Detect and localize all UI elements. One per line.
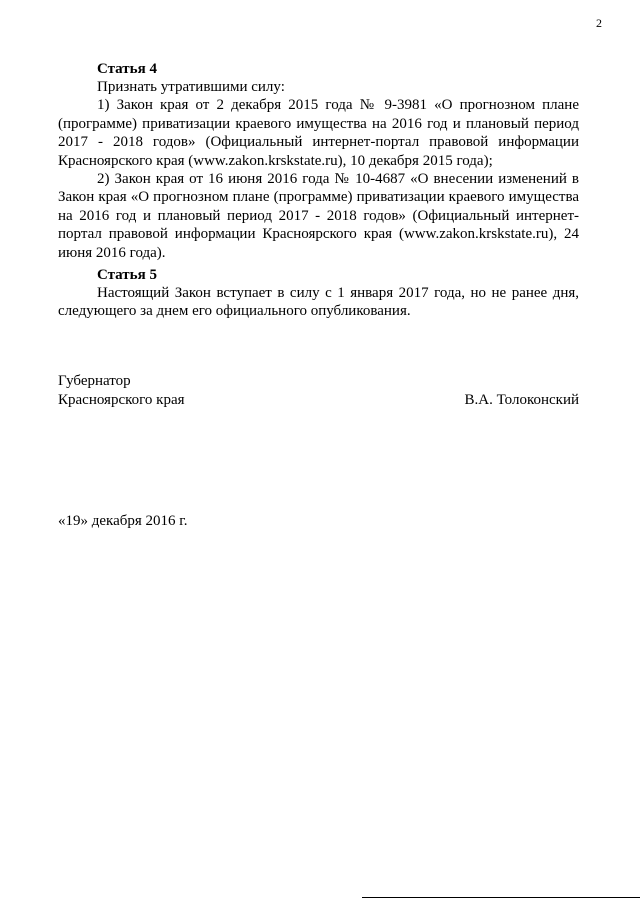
article-5-body (58, 284, 579, 321)
signatory-position-line-2: Красноярского края (58, 392, 185, 408)
signatory-name: В.А. Толоконский (464, 392, 579, 408)
article-5-title: Статья 5 (97, 267, 157, 283)
article-5-text: Настоящий Закон вступает в силу с 1 января 2017 года, но не ранее дня, следующего за днем его официального опубликования. (58, 285, 579, 320)
footer-divider (362, 897, 640, 898)
page-number: 2 (596, 16, 602, 30)
article-4-intro: Признать утратившими силу: (97, 79, 285, 95)
article-4-item-1: 1) Закон края от 2 декабря 2015 года № 9-3981 «О прогнозном плане (программе) приватизации краевого имущества на 2016 год и плановый период 2017 - 2018 годов» (Официальный интернет-портал правовой информации Красноярского края (www.zakon.krskstate.ru), 10 декабря 2015 года); (58, 97, 579, 169)
signature-block (58, 372, 579, 410)
signatory-position-line-1: Губернатор (58, 373, 131, 389)
article-4-item-2: 2) Закон края от 16 июня 2016 года № 10-4687 «О внесении изменений в Закон края «О прогнозном плане (программе) приватизации краевого имущества на 2016 год и плановый период 2017 - 2018 годов» (Официальный интернет-портал правовой информации Красноярского края (www.zakon.krskstate.ru), 24 июня 2016 года). (58, 171, 579, 261)
article-4-title: Статья 4 (97, 61, 157, 77)
signature-row (58, 391, 579, 410)
article-4-body (58, 78, 579, 262)
signing-date: «19» декабря 2016 г. (58, 513, 188, 529)
